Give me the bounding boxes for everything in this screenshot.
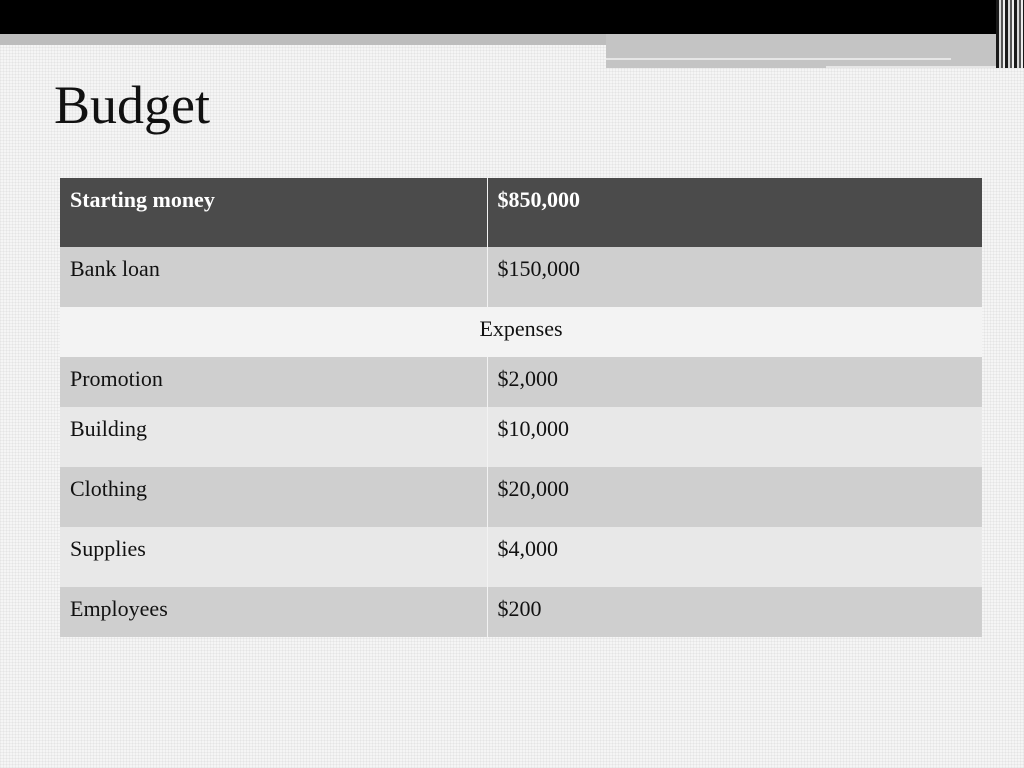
- top-decorative-line: [606, 58, 951, 60]
- corner-stripes-decoration: [996, 0, 1024, 68]
- expense-label: Promotion: [60, 357, 487, 407]
- bank-loan-value: $150,000: [487, 247, 982, 307]
- expense-label: Supplies: [60, 527, 487, 587]
- expense-label: Clothing: [60, 467, 487, 527]
- top-decorative-bar: [0, 0, 1024, 34]
- bank-loan-label: Bank loan: [60, 247, 487, 307]
- starting-money-label: Starting money: [60, 178, 487, 247]
- table-header-row: [60, 178, 982, 247]
- table-row: [60, 467, 982, 527]
- expenses-section-row: [60, 307, 982, 357]
- expense-value: $10,000: [487, 407, 982, 467]
- budget-table: [60, 178, 982, 637]
- expense-value: $200: [487, 587, 982, 637]
- table-row: [60, 587, 982, 637]
- expenses-section-title: Expenses: [60, 307, 982, 357]
- starting-money-value: $850,000: [487, 178, 982, 247]
- expense-value: $2,000: [487, 357, 982, 407]
- expense-value: $4,000: [487, 527, 982, 587]
- slide-title: Budget: [54, 75, 210, 135]
- top-decorative-band-left: [0, 34, 606, 45]
- table-row: [60, 357, 982, 407]
- table-row: [60, 527, 982, 587]
- table-row: [60, 247, 982, 307]
- top-decorative-band-right: [606, 34, 996, 68]
- expense-label: Employees: [60, 587, 487, 637]
- expense-value: $20,000: [487, 467, 982, 527]
- expense-label: Building: [60, 407, 487, 467]
- top-decorative-line: [826, 66, 996, 68]
- table-row: [60, 407, 982, 467]
